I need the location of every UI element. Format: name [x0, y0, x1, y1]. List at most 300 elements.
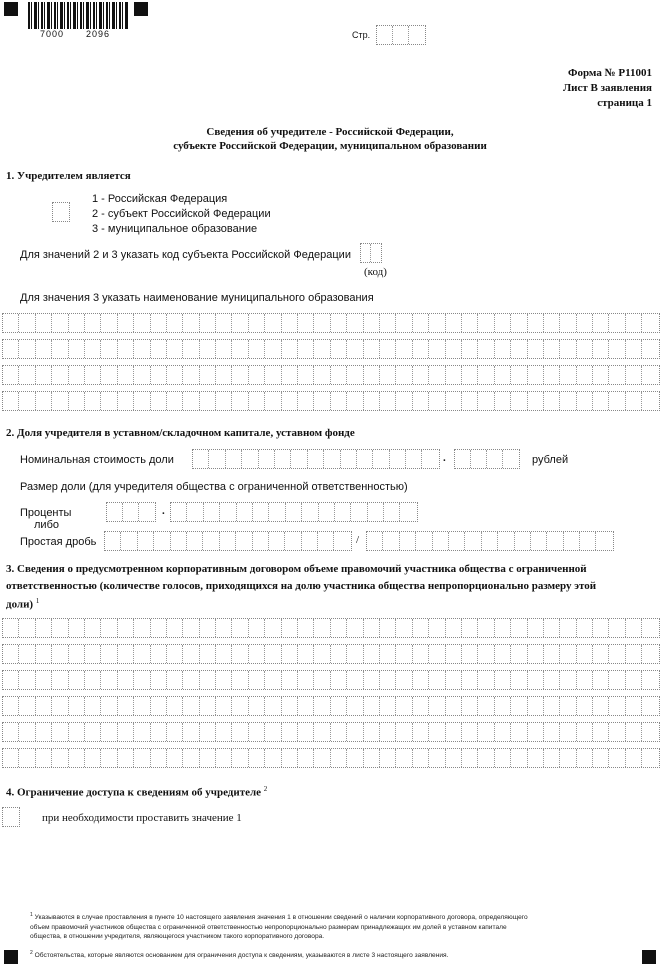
input-cell[interactable] [237, 503, 253, 521]
input-cell[interactable] [151, 392, 167, 410]
input-cell[interactable] [413, 723, 429, 741]
input-cell[interactable] [331, 671, 347, 689]
input-cell[interactable] [269, 503, 285, 521]
input-cell[interactable] [298, 671, 314, 689]
input-cell[interactable] [253, 532, 269, 550]
input-cell[interactable] [167, 697, 183, 715]
input-cell[interactable] [232, 340, 248, 358]
input-cell[interactable] [390, 450, 406, 468]
input-cell[interactable] [85, 619, 101, 637]
input-cell[interactable] [626, 723, 642, 741]
input-cell[interactable] [511, 697, 527, 715]
input-cell[interactable] [528, 645, 544, 663]
input-cell[interactable] [265, 697, 281, 715]
input-cell[interactable] [593, 697, 609, 715]
input-cell[interactable] [216, 619, 232, 637]
input-cell[interactable] [302, 532, 318, 550]
input-cell[interactable] [249, 619, 265, 637]
input-cell[interactable] [69, 366, 85, 384]
input-cell[interactable] [298, 749, 314, 767]
input-cell[interactable] [347, 749, 363, 767]
input-cell[interactable] [449, 532, 465, 550]
input-cell[interactable] [609, 340, 625, 358]
input-cell[interactable] [249, 366, 265, 384]
input-cell[interactable] [446, 340, 462, 358]
input-cell[interactable] [593, 392, 609, 410]
input-cell[interactable] [3, 366, 19, 384]
input-cell[interactable] [609, 723, 625, 741]
input-cell[interactable] [413, 392, 429, 410]
input-cell[interactable] [216, 749, 232, 767]
input-cell[interactable] [446, 671, 462, 689]
input-cell[interactable] [85, 314, 101, 332]
input-cell[interactable] [560, 340, 576, 358]
input-cell[interactable] [232, 697, 248, 715]
input-cell[interactable] [200, 671, 216, 689]
input-cell[interactable] [265, 366, 281, 384]
input-cell[interactable] [361, 244, 371, 262]
input-cell[interactable] [265, 749, 281, 767]
input-cell[interactable] [232, 619, 248, 637]
input-cell[interactable] [52, 723, 68, 741]
input-cell[interactable] [232, 645, 248, 663]
input-cell[interactable] [200, 340, 216, 358]
input-cell[interactable] [413, 697, 429, 715]
input-cell[interactable] [371, 244, 381, 262]
input-cell[interactable] [400, 503, 416, 521]
input-cell[interactable] [3, 723, 19, 741]
input-cell[interactable] [167, 314, 183, 332]
input-cell[interactable] [107, 503, 123, 521]
founder-type-cell[interactable] [52, 202, 70, 222]
input-cell[interactable] [232, 723, 248, 741]
input-cell[interactable] [167, 392, 183, 410]
input-cell[interactable] [200, 366, 216, 384]
input-cell[interactable] [118, 723, 134, 741]
input-cell[interactable] [478, 619, 494, 637]
input-cell[interactable] [193, 450, 209, 468]
input-cell[interactable] [118, 366, 134, 384]
input-cell[interactable] [324, 450, 340, 468]
input-cell[interactable] [19, 314, 35, 332]
input-cell[interactable] [429, 645, 445, 663]
input-cell[interactable] [642, 340, 658, 358]
percent-decimal-cells[interactable] [170, 502, 418, 522]
input-cell[interactable] [269, 532, 285, 550]
input-cell[interactable] [242, 450, 258, 468]
input-cell[interactable] [331, 314, 347, 332]
input-cell[interactable] [19, 749, 35, 767]
input-cell[interactable] [609, 671, 625, 689]
input-cell[interactable] [642, 723, 658, 741]
input-cell[interactable] [462, 671, 478, 689]
input-cell[interactable] [511, 366, 527, 384]
input-cell[interactable] [151, 366, 167, 384]
input-cell[interactable] [298, 366, 314, 384]
input-cell[interactable] [528, 749, 544, 767]
input-cell[interactable] [396, 366, 412, 384]
input-cell[interactable] [200, 314, 216, 332]
input-cell[interactable] [433, 532, 449, 550]
input-cell[interactable] [609, 697, 625, 715]
input-cell[interactable] [416, 532, 432, 550]
input-cell[interactable] [249, 723, 265, 741]
input-cell[interactable] [478, 645, 494, 663]
input-cell[interactable] [413, 671, 429, 689]
input-cell[interactable] [154, 532, 170, 550]
input-cell[interactable] [3, 340, 19, 358]
input-cell[interactable] [498, 532, 514, 550]
voting-rights-row-1[interactable] [2, 618, 660, 638]
input-cell[interactable] [282, 314, 298, 332]
input-cell[interactable] [101, 749, 117, 767]
input-cell[interactable] [134, 314, 150, 332]
input-cell[interactable] [396, 392, 412, 410]
voting-rights-row-5[interactable] [2, 722, 660, 742]
input-cell[interactable] [560, 392, 576, 410]
input-cell[interactable] [3, 619, 19, 637]
input-cell[interactable] [216, 366, 232, 384]
input-cell[interactable] [314, 392, 330, 410]
input-cell[interactable] [364, 723, 380, 741]
input-cell[interactable] [36, 697, 52, 715]
input-cell[interactable] [347, 723, 363, 741]
input-cell[interactable] [577, 619, 593, 637]
input-cell[interactable] [528, 314, 544, 332]
input-cell[interactable] [282, 749, 298, 767]
input-cell[interactable] [118, 671, 134, 689]
input-cell[interactable] [446, 697, 462, 715]
input-cell[interactable] [265, 671, 281, 689]
input-cell[interactable] [314, 749, 330, 767]
input-cell[interactable] [347, 366, 363, 384]
input-cell[interactable] [511, 314, 527, 332]
input-cell[interactable] [462, 340, 478, 358]
input-cell[interactable] [298, 645, 314, 663]
input-cell[interactable] [331, 366, 347, 384]
input-cell[interactable] [429, 697, 445, 715]
input-cell[interactable] [544, 697, 560, 715]
input-cell[interactable] [577, 749, 593, 767]
input-cell[interactable] [495, 723, 511, 741]
input-cell[interactable] [335, 503, 351, 521]
input-cell[interactable] [36, 671, 52, 689]
input-cell[interactable] [544, 723, 560, 741]
input-cell[interactable] [314, 619, 330, 637]
input-cell[interactable] [609, 314, 625, 332]
input-cell[interactable] [123, 503, 139, 521]
input-cell[interactable] [139, 503, 155, 521]
input-cell[interactable] [3, 697, 19, 715]
input-cell[interactable] [560, 697, 576, 715]
input-cell[interactable] [200, 619, 216, 637]
input-cell[interactable] [396, 340, 412, 358]
input-cell[interactable] [364, 645, 380, 663]
input-cell[interactable] [396, 749, 412, 767]
input-cell[interactable] [347, 340, 363, 358]
input-cell[interactable] [298, 723, 314, 741]
input-cell[interactable] [495, 366, 511, 384]
input-cell[interactable] [167, 340, 183, 358]
input-cell[interactable] [216, 697, 232, 715]
input-cell[interactable] [3, 749, 19, 767]
nominal-value-decimal-cells[interactable] [454, 449, 520, 469]
input-cell[interactable] [167, 619, 183, 637]
input-cell[interactable] [282, 645, 298, 663]
input-cell[interactable] [609, 645, 625, 663]
input-cell[interactable] [265, 340, 281, 358]
input-cell[interactable] [134, 697, 150, 715]
input-cell[interactable] [642, 392, 658, 410]
input-cell[interactable] [478, 697, 494, 715]
input-cell[interactable] [577, 366, 593, 384]
input-cell[interactable] [52, 697, 68, 715]
input-cell[interactable] [85, 697, 101, 715]
voting-rights-row-3[interactable] [2, 670, 660, 690]
input-cell[interactable] [511, 392, 527, 410]
input-cell[interactable] [282, 671, 298, 689]
input-cell[interactable] [544, 314, 560, 332]
input-cell[interactable] [282, 340, 298, 358]
input-cell[interactable] [134, 671, 150, 689]
input-cell[interactable] [626, 366, 642, 384]
input-cell[interactable] [200, 723, 216, 741]
input-cell[interactable] [511, 749, 527, 767]
input-cell[interactable] [134, 366, 150, 384]
input-cell[interactable] [462, 314, 478, 332]
input-cell[interactable] [232, 314, 248, 332]
input-cell[interactable] [151, 697, 167, 715]
input-cell[interactable] [36, 392, 52, 410]
input-cell[interactable] [302, 503, 318, 521]
input-cell[interactable] [314, 671, 330, 689]
input-cell[interactable] [380, 314, 396, 332]
input-cell[interactable] [216, 723, 232, 741]
input-cell[interactable] [183, 645, 199, 663]
input-cell[interactable] [626, 671, 642, 689]
input-cell[interactable] [347, 645, 363, 663]
input-cell[interactable] [167, 645, 183, 663]
input-cell[interactable] [455, 450, 471, 468]
input-cell[interactable] [495, 619, 511, 637]
input-cell[interactable] [373, 450, 389, 468]
input-cell[interactable] [577, 671, 593, 689]
input-cell[interactable] [396, 723, 412, 741]
input-cell[interactable] [478, 723, 494, 741]
input-cell[interactable] [187, 532, 203, 550]
input-cell[interactable] [429, 314, 445, 332]
input-cell[interactable] [413, 645, 429, 663]
input-cell[interactable] [334, 532, 350, 550]
input-cell[interactable] [183, 340, 199, 358]
input-cell[interactable] [101, 671, 117, 689]
input-cell[interactable] [232, 366, 248, 384]
input-cell[interactable] [487, 450, 503, 468]
input-cell[interactable] [314, 366, 330, 384]
input-cell[interactable] [364, 671, 380, 689]
input-cell[interactable] [85, 392, 101, 410]
input-cell[interactable] [413, 366, 429, 384]
input-cell[interactable] [167, 749, 183, 767]
input-cell[interactable] [380, 697, 396, 715]
input-cell[interactable] [511, 619, 527, 637]
input-cell[interactable] [396, 671, 412, 689]
input-cell[interactable] [577, 340, 593, 358]
input-cell[interactable] [249, 671, 265, 689]
input-cell[interactable] [249, 645, 265, 663]
nominal-value-integer-cells[interactable] [192, 449, 440, 469]
input-cell[interactable] [200, 645, 216, 663]
input-cell[interactable] [52, 366, 68, 384]
input-cell[interactable] [495, 697, 511, 715]
input-cell[interactable] [413, 314, 429, 332]
input-cell[interactable] [380, 340, 396, 358]
input-cell[interactable] [560, 314, 576, 332]
input-cell[interactable] [69, 645, 85, 663]
input-cell[interactable] [236, 532, 252, 550]
input-cell[interactable] [134, 723, 150, 741]
input-cell[interactable] [495, 392, 511, 410]
input-cell[interactable] [298, 697, 314, 715]
input-cell[interactable] [265, 645, 281, 663]
input-cell[interactable] [298, 392, 314, 410]
input-cell[interactable] [183, 619, 199, 637]
input-cell[interactable] [544, 671, 560, 689]
input-cell[interactable] [171, 532, 187, 550]
input-cell[interactable] [183, 749, 199, 767]
input-cell[interactable] [101, 645, 117, 663]
input-cell[interactable] [265, 314, 281, 332]
input-cell[interactable] [52, 314, 68, 332]
input-cell[interactable] [167, 723, 183, 741]
input-cell[interactable] [52, 749, 68, 767]
input-cell[interactable] [580, 532, 596, 550]
input-cell[interactable] [151, 671, 167, 689]
page-number-cells[interactable] [376, 25, 426, 45]
input-cell[interactable] [85, 366, 101, 384]
input-cell[interactable] [286, 503, 302, 521]
input-cell[interactable] [478, 314, 494, 332]
input-cell[interactable] [593, 749, 609, 767]
input-cell[interactable] [204, 503, 220, 521]
input-cell[interactable] [134, 340, 150, 358]
input-cell[interactable] [101, 366, 117, 384]
input-cell[interactable] [364, 619, 380, 637]
input-cell[interactable] [495, 749, 511, 767]
input-cell[interactable] [626, 619, 642, 637]
input-cell[interactable] [200, 749, 216, 767]
input-cell[interactable] [275, 450, 291, 468]
input-cell[interactable] [216, 392, 232, 410]
input-cell[interactable] [187, 503, 203, 521]
input-cell[interactable] [609, 392, 625, 410]
input-cell[interactable] [528, 671, 544, 689]
input-cell[interactable] [364, 392, 380, 410]
voting-rights-row-6[interactable] [2, 748, 660, 768]
input-cell[interactable] [413, 749, 429, 767]
input-cell[interactable] [314, 645, 330, 663]
input-cell[interactable] [282, 366, 298, 384]
input-cell[interactable] [422, 450, 438, 468]
input-cell[interactable] [495, 314, 511, 332]
input-cell[interactable] [167, 366, 183, 384]
input-cell[interactable] [564, 532, 580, 550]
input-cell[interactable] [36, 314, 52, 332]
input-cell[interactable] [380, 392, 396, 410]
input-cell[interactable] [380, 645, 396, 663]
input-cell[interactable] [331, 392, 347, 410]
input-cell[interactable] [560, 366, 576, 384]
input-cell[interactable] [151, 314, 167, 332]
input-cell[interactable] [531, 532, 547, 550]
input-cell[interactable] [609, 749, 625, 767]
input-cell[interactable] [478, 366, 494, 384]
input-cell[interactable] [101, 340, 117, 358]
input-cell[interactable] [265, 723, 281, 741]
input-cell[interactable] [462, 619, 478, 637]
input-cell[interactable] [101, 697, 117, 715]
input-cell[interactable] [511, 671, 527, 689]
input-cell[interactable] [151, 619, 167, 637]
input-cell[interactable] [471, 450, 487, 468]
input-cell[interactable] [36, 645, 52, 663]
input-cell[interactable] [282, 619, 298, 637]
access-restriction-cell[interactable] [2, 807, 20, 827]
input-cell[interactable] [544, 366, 560, 384]
input-cell[interactable] [220, 503, 236, 521]
municipality-name-row-3[interactable] [2, 365, 660, 385]
input-cell[interactable] [544, 619, 560, 637]
input-cell[interactable] [495, 645, 511, 663]
input-cell[interactable] [19, 671, 35, 689]
input-cell[interactable] [183, 697, 199, 715]
input-cell[interactable] [101, 392, 117, 410]
input-cell[interactable] [134, 749, 150, 767]
input-cell[interactable] [265, 619, 281, 637]
input-cell[interactable] [593, 314, 609, 332]
input-cell[interactable] [400, 532, 416, 550]
input-cell[interactable] [118, 749, 134, 767]
input-cell[interactable] [384, 503, 400, 521]
input-cell[interactable] [69, 749, 85, 767]
input-cell[interactable] [151, 340, 167, 358]
input-cell[interactable] [626, 697, 642, 715]
input-cell[interactable] [511, 340, 527, 358]
input-cell[interactable] [216, 645, 232, 663]
input-cell[interactable] [259, 450, 275, 468]
input-cell[interactable] [429, 749, 445, 767]
input-cell[interactable] [577, 314, 593, 332]
input-cell[interactable] [265, 392, 281, 410]
input-cell[interactable] [69, 314, 85, 332]
input-cell[interactable] [341, 450, 357, 468]
input-cell[interactable] [364, 314, 380, 332]
input-cell[interactable] [85, 723, 101, 741]
input-cell[interactable] [462, 392, 478, 410]
input-cell[interactable] [429, 671, 445, 689]
input-cell[interactable] [446, 392, 462, 410]
input-cell[interactable] [465, 532, 481, 550]
input-cell[interactable] [183, 314, 199, 332]
input-cell[interactable] [121, 532, 137, 550]
input-cell[interactable] [134, 392, 150, 410]
input-cell[interactable] [331, 749, 347, 767]
input-cell[interactable] [364, 749, 380, 767]
input-cell[interactable] [609, 366, 625, 384]
input-cell[interactable] [642, 645, 658, 663]
input-cell[interactable] [544, 392, 560, 410]
input-cell[interactable] [118, 645, 134, 663]
